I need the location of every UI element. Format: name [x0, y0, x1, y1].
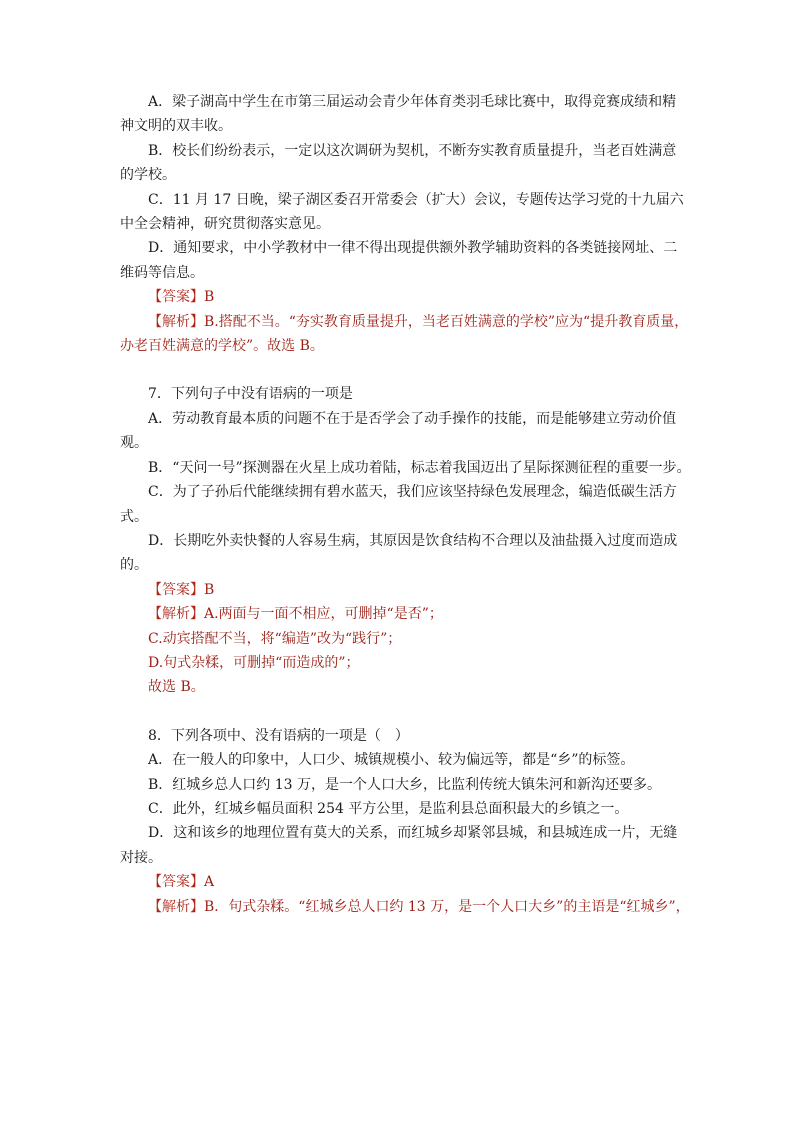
answer-line: [120, 285, 698, 309]
option-d: D．这和该乡的地理位置有莫大的关系，而红城乡却紧邻县城，和县城连成一片，无缝 对接。: [120, 825, 678, 866]
option-c: C．为了子孙后代能继续拥有碧水蓝天，我们应该坚持绿色发展理念，编造低碳生活方 式。: [120, 484, 677, 525]
question-7: [120, 382, 698, 699]
question-6: [120, 90, 698, 358]
option-b: B．红城乡总人口约 13 万，是一个人口大乡，比监利传统大镇朱河和新沟还要多。: [148, 776, 662, 793]
answer-line: [120, 578, 698, 602]
question-stem: 8．下列各项中、没有语病的一项是（ ）: [148, 727, 409, 744]
answer-value: B: [204, 289, 215, 306]
answer-tag: 【答案】: [148, 874, 204, 891]
option-b: B．校长们纷纷表示，一定以这次调研为契机，不断夯实教育质量提升，当老百姓满意 的学校。: [120, 142, 677, 184]
analysis: 【解析】B.搭配不当。“夯实教育质量提升，当老百姓满意的学校”应为“提升教育质量， 办老百姓满意的学校”。故选 B。: [120, 313, 689, 355]
answer-value: A: [204, 874, 215, 891]
analysis-tag: 【解析】: [148, 606, 204, 623]
question-8: [120, 724, 698, 919]
option-c: C．11 月 17 日晚，梁子湖区委召开常委会（扩大）会议，专题传达学习党的十九届六 中全会精神，研究贯彻落实意见。: [120, 191, 684, 233]
option-c: C．此外，红城乡幅员面积 254 平方公里，是监利县总面积最大的乡镇之一。: [148, 800, 629, 817]
option-a: A．劳动教育最本质的问题不在于是否学会了动手操作的技能，而是能够建立劳动价值 观。: [120, 410, 677, 452]
question-stem: 7．下列句子中没有语病的一项是: [148, 386, 353, 403]
option-d: D．长期吃外卖快餐的人容易生病，其原因是饮食结构不合理以及油盐摄入过度而造成 的。: [120, 532, 678, 574]
analysis-tag: 【解析】: [148, 313, 204, 330]
answer-line: [120, 870, 698, 894]
option-b: B．“天问一号”探测器在火星上成功着陆，标志着我国迈出了星际探测征程的重要一步。: [148, 459, 691, 476]
analysis: 【解析】B．句式杂糅。“红城乡总人口约 13 万，是一个人口大乡”的主语是“红城乡”，: [148, 898, 690, 915]
option-a: A．在一般人的印象中，人口少、城镇规模小、较为偏远等，都是“乡”的标签。: [148, 752, 635, 769]
answer-tag: 【答案】: [148, 581, 204, 598]
option-a: A．梁子湖高中学生在市第三届运动会青少年体育类羽毛球比赛中，取得竞赛成绩和精 神文明的双丰收。: [120, 94, 677, 135]
analysis: 【解析】A.两面与一面不相应，可删掉“是否”； C.动宾搭配不当，将“编造”改为“践行”； D.句式杂糅，可删掉“而造成的”； 故选 B。: [148, 606, 443, 696]
option-d: D．通知要求，中小学教材中一律不得出现提供额外教学辅助资料的各类链接网址、二 维码等信息。: [120, 240, 678, 281]
answer-tag: 【答案】: [148, 289, 204, 306]
analysis-tag: 【解析】: [148, 898, 204, 915]
answer-value: B: [204, 581, 215, 598]
